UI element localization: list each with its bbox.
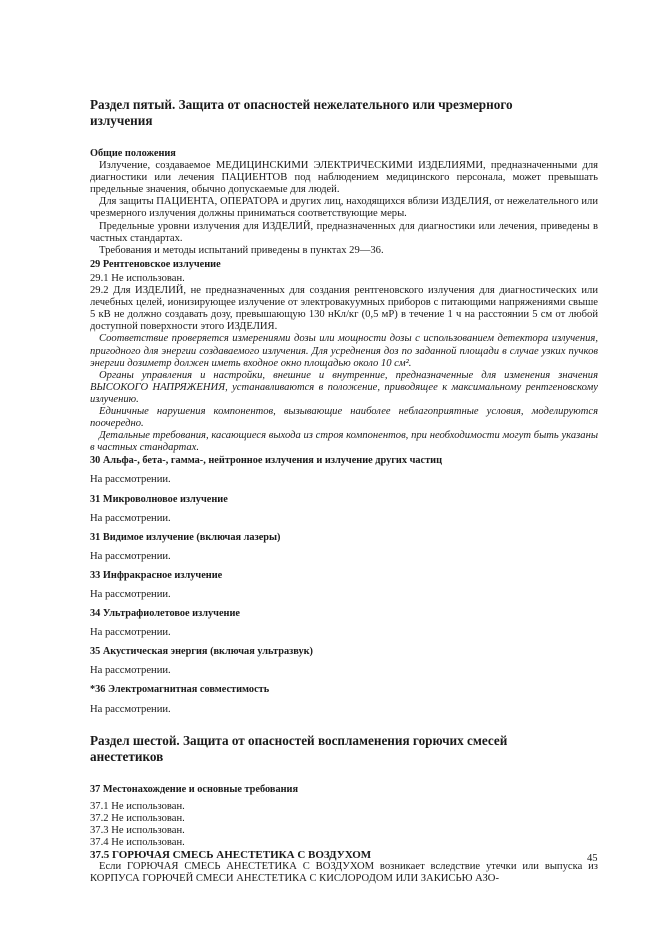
clause-heading: *36 Электромагнитная совместимость bbox=[90, 684, 270, 696]
paragraph: Требования и методы испытаний приведены в пунктах 29—36. bbox=[99, 244, 384, 256]
clause-37-heading: 37 Местонахождение и основные требования bbox=[90, 783, 299, 795]
paragraph: 29.1 Не использован. bbox=[90, 272, 185, 284]
clause-heading: 31 Микроволновое излучение bbox=[90, 493, 228, 505]
clause bbox=[90, 455, 598, 486]
section-title-line: Раздел пятый. Защита от опасностей нежелательного или чрезмерного bbox=[90, 97, 513, 112]
clause-text: На рассмотрении. bbox=[90, 665, 171, 677]
page-number: 45 bbox=[587, 853, 598, 864]
clause-37-5-heading: 37.5 ГОРЮЧАЯ СМЕСЬ АНЕСТЕТИКА С ВОЗДУХОМ bbox=[90, 849, 372, 862]
list-item: 37.4 Не использован. bbox=[90, 837, 185, 849]
clause-29-heading: 29 Рентгеновское излучение bbox=[90, 258, 221, 270]
paragraph: Единичные нарушения компонентов, вызывающие наиболее неблагоприятные условия, моделируются поочередно. bbox=[90, 405, 598, 430]
section-title-line: анестетиков bbox=[90, 748, 164, 764]
clause bbox=[90, 608, 598, 639]
section-5-title bbox=[90, 97, 598, 129]
clause-text: На рассмотрении. bbox=[90, 589, 171, 600]
general-provisions bbox=[90, 148, 598, 257]
clause-text: На рассмотрении. bbox=[90, 627, 171, 639]
clause bbox=[90, 494, 598, 525]
clause-heading: 31 Видимое излучение (включая лазеры) bbox=[90, 531, 281, 543]
clause-text: На рассмотрении. bbox=[90, 474, 171, 486]
clause-37 bbox=[90, 784, 598, 886]
paragraph: Для защиты ПАЦИЕНТА, ОПЕРАТОРА и других лиц, находящихся вблизи ИЗДЕЛИЯ, от нежелательного или чрезмерного излучения должны приниматься соответствующие меры. bbox=[90, 196, 598, 220]
list-item: 37.1 Не использован. bbox=[90, 800, 185, 812]
clause-text: На рассмотрении. bbox=[90, 550, 171, 562]
paragraph: Органы управления и настройки, внешние и внутренние, предназначенные для изменения значения ВЫСОКОГО НАПРЯЖЕНИЯ, устанавливаются в положение, приводящее к максимальному рентгеновскому излучению. bbox=[90, 369, 598, 405]
paragraph: Излучение, создаваемое МЕДИЦИНСКИМИ ЭЛЕКТРИЧЕСКИМИ ИЗДЕЛИЯМИ, предназначенными для диагностики или лечения ПАЦИЕНТОВ под наблюдением медицинского персонала, может превышать предельные значения, обычно допускаемые для людей. bbox=[90, 160, 598, 196]
clause-29 bbox=[90, 259, 598, 455]
clause bbox=[90, 532, 598, 563]
section-title-line: излучения bbox=[90, 113, 153, 128]
general-heading: Общие положения bbox=[90, 148, 176, 159]
page-content bbox=[90, 97, 598, 885]
list-item: 37.3 Не использован. bbox=[90, 824, 185, 836]
clause-heading: 35 Акустическая энергия (включая ультразвук) bbox=[90, 646, 313, 658]
section-title-line: Раздел шестой. Защита от опасностей воспламенения горючих смесей bbox=[90, 732, 508, 748]
paragraph: Детальные требования, касающиеся выхода из строя компонентов, при необходимости могут быть указаны в частных стандартах. bbox=[90, 430, 598, 454]
clause-text: На рассмотрении. bbox=[90, 512, 171, 524]
paragraph: Соответствие проверяется измерениями дозы или мощности дозы с использованием детектора излучения, пригодного для энергии создаваемого излучения. Для усреднения доз по заданной площади в случае узких пучков энергии дозиметр должен иметь входное окно площадью около 10 см². bbox=[90, 333, 598, 369]
clause-text: На рассмотрении. bbox=[90, 703, 171, 715]
clause bbox=[90, 684, 598, 715]
clauses-30-36 bbox=[90, 455, 598, 715]
clause-heading: 33 Инфракрасное излучение bbox=[90, 569, 223, 581]
clause-heading: 30 Альфа-, бета-, гамма-, нейтронное излучения и излучение других частиц bbox=[90, 455, 443, 467]
section-6-title bbox=[90, 733, 598, 765]
clause bbox=[90, 570, 598, 601]
paragraph: 29.2 Для ИЗДЕЛИЙ, не предназначенных для создания рентгеновского излучения для диагностических или лечебных целей, ионизирующее излучение от электровакуумных приборов с питающими напряжениями свыше 5 кВ не должно создавать дозу, превышающую 130 нКл/кг (0,5 мР) в течение 1 ч на расстоянии 5 см от любой доступной поверхности этого ИЗДЕЛИЯ. bbox=[90, 285, 598, 333]
paragraph: Если ГОРЮЧАЯ СМЕСЬ АНЕСТЕТИКА С ВОЗДУХОМ возникает вследствие утечки или выпуска из КОРПУСА ГОРЮЧЕЙ СМЕСИ АНЕСТЕТИКА С КИСЛОРОДОМ ИЛИ ЗАКИСЬЮ АЗО- bbox=[90, 861, 598, 885]
list-item: 37.2 Не использован. bbox=[90, 812, 185, 824]
clause bbox=[90, 646, 598, 677]
clause-heading: 34 Ультрафиолетовое излучение bbox=[90, 608, 240, 620]
paragraph: Предельные уровни излучения для ИЗДЕЛИЙ, предназначенных для диагностики или лечения, приведены в частных стандартах. bbox=[90, 220, 598, 244]
